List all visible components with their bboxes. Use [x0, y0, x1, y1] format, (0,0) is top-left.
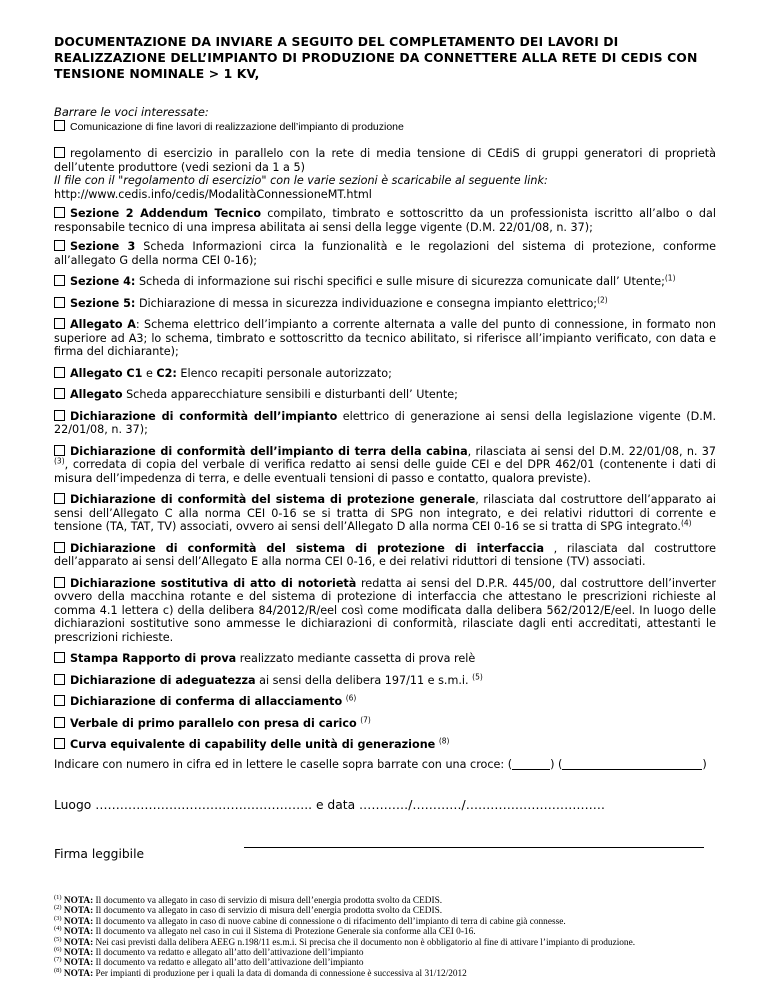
indicare-line: Indicare con numero in cifra ed in lettere le caselle sopra barrate con una croce: ( ) ( ) [54, 757, 707, 771]
checkbox[interactable] [54, 674, 65, 685]
item-adeguatezza: Dichiarazione di adeguatezza ai sensi della delibera 197/11 e s.m.i. $^{(5)}$ [54, 674, 716, 688]
checkbox[interactable] [54, 738, 65, 749]
item-allegato-c1-c2: Allegato C1 e C2: Elenco recapiti personale autorizzato; [54, 367, 716, 381]
footnote: $^{(4)}$ NOTA: Il documento va allegato nel caso in cui il Sistema di Protezione Generale sia conforme alla CEI 0-16. [54, 925, 476, 938]
item-stampa-rapporto: Stampa Rapporto di prova realizzato mediante cassetta di prova relè [54, 652, 716, 666]
checkbox[interactable] [54, 147, 65, 158]
regolamento-note: Il file con il "regolamento di esercizio" con le varie sezioni è scaricabile al seguente link: [54, 174, 548, 187]
checkbox[interactable] [54, 275, 65, 286]
checkbox[interactable] [54, 577, 65, 588]
item-verbale-parallelo: Verbale di primo parallelo con presa di carico $^{(7)}$ [54, 717, 716, 731]
item-dichiarazione-sostitutiva: Dichiarazione sostitutiva di atto di notorietà redatta ai sensi del D.P.R. 445/00, dal costruttore dell’inverter ovvero della macchina rotante e del sistema di protezione di interfaccia che attestano le prescrizioni richieste al comma 4.1 lettera c) della delibera 84/2012/R/eel così come modificata dalla delibera 562/2012/E/eel. In luogo delle dichiarazioni sostitutive sono ammesse le dichiarazioni di conformità, rilasciate dagli enti accreditati, attestanti le prescrizioni richieste. [54, 576, 717, 644]
checkbox[interactable] [54, 297, 65, 308]
instructions: Barrare le voci interessate: [54, 105, 209, 119]
checkbox[interactable] [54, 717, 65, 728]
item-dichiarazione-interfaccia: Dichiarazione di conformità del sistema di protezione di interfaccia , rilasciata dal costruttore dell’apparato ai sensi dell’Allegato E alla norma CEI 0-16, e dei relativi riduttori di tensione (TV) associati. [54, 541, 716, 568]
signature-field[interactable] [244, 847, 704, 848]
footnote: $^{(2)}$ NOTA: Il documento va allegato in caso di servizio di misura dell’energia prodotta svolto da CEDIS. [54, 904, 443, 917]
checkbox[interactable] [54, 445, 65, 456]
checkbox[interactable] [54, 388, 65, 399]
item-allegato-scheda: Allegato Scheda apparecchiature sensibili e disturbanti dell’ Utente; [54, 388, 716, 402]
checkbox[interactable] [54, 120, 65, 131]
document-title: DOCUMENTAZIONE DA INVIARE A SEGUITO DEL COMPLETAMENTO DEI LAVORI DI REALIZZAZIONE DELL’IMPIANTO DI PRODUZIONE DA CONNETTERE ALLA RETE DI CEDIS CON TENSIONE NOMINALE > 1 KV, [54, 34, 698, 81]
checkbox[interactable] [54, 207, 65, 218]
luogo-data-line[interactable]: Luogo …………………………………………….. e data …………/…………/……………………………. [54, 798, 605, 812]
checkbox[interactable] [54, 240, 65, 251]
checkbox[interactable] [54, 318, 65, 329]
item-sezione-2: Sezione 2 Addendum Tecnico compilato, timbrato e sottoscritto da un professionista iscritto all’albo o dal responsabile tecnico di una impresa abilitata ai sensi della legge vigente (D.M. 22/01/08, n. 37); [54, 207, 716, 234]
item-dichiarazione-protezione-generale: Dichiarazione di conformità del sistema di protezione generale, rilasciata dal costruttore dell’apparato ai sensi dell’Allegato C alla norma CEI 0-16 se si tratta di SPG non integrato, e dei relativi riduttori di corrente e tensione (TA, TAT, TV) associati, ovvero ai sensi dell’Allegato D alla norma CEI 0-16 se si tratta di SPG integrato.$^{(4)}$ [54, 493, 716, 533]
document-page [54, 34, 716, 859]
item-fine-lavori: Comunicazione di fine lavori di realizzazione dell’impianto di produzione [54, 120, 716, 133]
checkbox[interactable] [54, 542, 65, 553]
item-dichiarazione-terra: Dichiarazione di conformità dell’impianto di terra della cabina, rilasciata ai sensi del D.M. 22/01/08, n. 37 $^{(3)}$, corredata di copia del verbale di verifica redatto ai sensi delle guide CEI e del DPR 462/01 (contenente i dati di misura dell’impedenza di terra, e delle eventuali tensioni di passo e contatto, qualora previste). [54, 444, 716, 485]
footnote: $^{(1)}$ NOTA: Il documento va allegato in caso di servizio di misura dell’energia prodotta svolto da CEDIS. [54, 893, 443, 906]
checkbox[interactable] [54, 493, 65, 504]
footnote: $^{(3)}$ NOTA: Il documento va allegato in caso di nuove cabine di connessione o di rifacimento dell’impianto di terra di cabine già connesse. [54, 914, 566, 927]
count-words-field[interactable] [562, 758, 702, 770]
item-allegato-a: Allegato A: Schema elettrico dell’impianto a corrente alternata a valle del punto di connessione, in formato non superiore ad A3; lo schema, timbrato e sottoscritto da tecnico abilitato, si riferisce all’impianto verificato, con data e firma del dichiarante); [54, 318, 717, 358]
item-sezione-4: Sezione 4: Scheda di informazione sui rischi specifici e sulle misure di sicurezza comunicate dall’ Utente;$^{(1)}$ [54, 275, 716, 289]
item-regolamento: regolamento di esercizio in parallelo con la rete di media tensione di CEdiS di gruppi generatori di proprietà dell’utente produttore (vedi sezioni da 1 a 5) [54, 147, 716, 174]
footnote: $^{(6)}$ NOTA: Il documento va redatto e allegato all’atto dell’attivazione dell’impianto [54, 945, 364, 959]
count-number-field[interactable] [512, 758, 550, 770]
footnote: $^{(7)}$ NOTA: Il documento va redatto e allegato all’atto dell’attivazione dell’impianto [54, 956, 364, 969]
checkbox[interactable] [54, 695, 65, 706]
item-dichiarazione-impianto: Dichiarazione di conformità dell’impianto elettrico di generazione ai sensi della legislazione vigente (D.M. 22/01/08, n. 37); [54, 409, 716, 436]
checkbox[interactable] [54, 410, 65, 421]
checkbox[interactable] [54, 652, 65, 663]
footnotes [54, 893, 716, 979]
checkbox[interactable] [54, 367, 65, 378]
item-curva-capability: Curva equivalente di capability delle unità di generazione $^{(8)}$ [54, 738, 716, 752]
item-sezione-3: Sezione 3 Scheda Informazioni circa la funzionalità e le regolazioni del sistema di protezione, conforme all’allegato G della norma CEI 0-16); [54, 240, 716, 267]
item-conferma-allacciamento: Dichiarazione di conferma di allacciamento $^{(6)}$ [54, 695, 716, 709]
regolamento-link[interactable]: http://www.cedis.info/cedis/ModalitàConnessioneMT.html [54, 187, 372, 201]
footnote: $^{(8)}$ NOTA: Per impianti di produzione per i quali la data di domanda di connessione è successiva al 31/12/2012 [54, 966, 467, 979]
firma-line: Firma leggibile [54, 843, 716, 859]
footnote: $^{(5)}$ NOTA: Nei casi previsti dalla delibera AEEG n.198/11 es.m.i. Si precisa che il documento non è obbligatorio al fine di attivare l’impianto di produzione. [54, 935, 636, 948]
item-sezione-5: Sezione 5: Dichiarazione di messa in sicurezza individuazione e consegna impianto elettrico;$^{(2)}$ [54, 297, 716, 311]
